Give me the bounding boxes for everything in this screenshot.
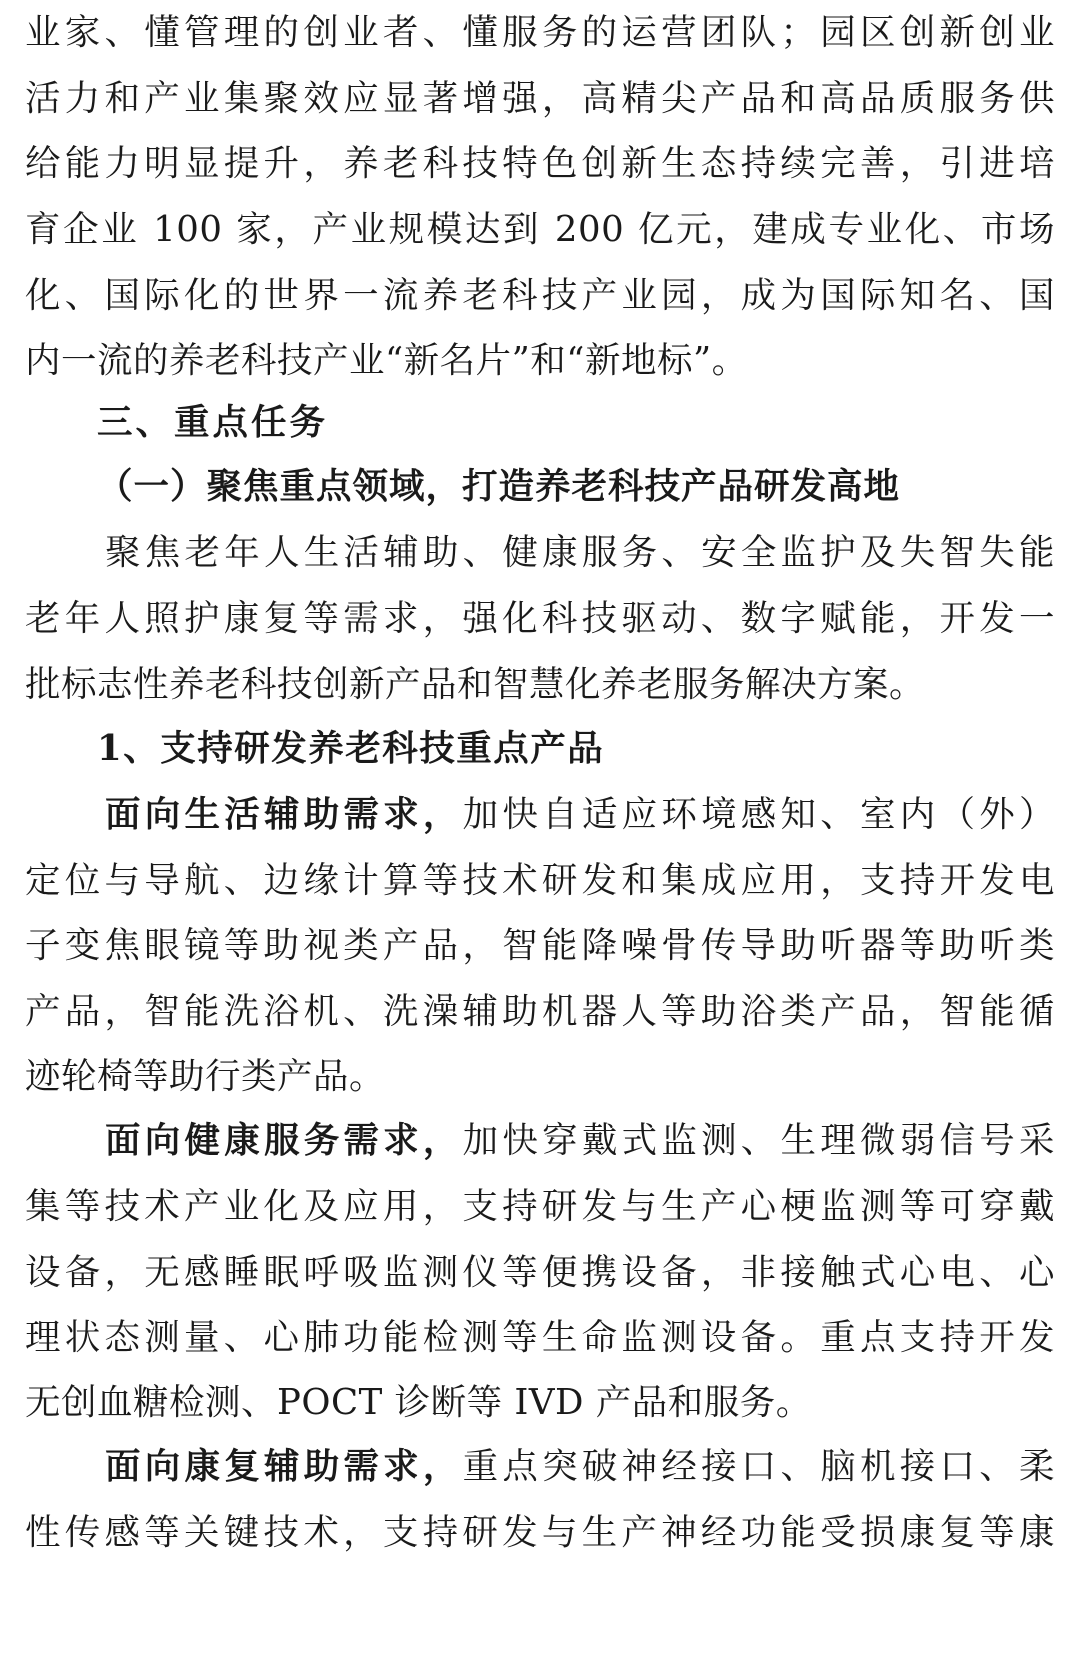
paragraph-1-line-4: 育企业 100 家，产业规模达到 200 亿元，建成专业化、市场 (25, 209, 1055, 250)
paragraph-5-line-1 (105, 1434, 1055, 1500)
subsection-title: （一）聚焦重点领域，打造养老科技产品研发高地 (97, 466, 901, 507)
paragraph-1-line-5: 化、国际化的世界一流养老科技产业园，成为国际知名、国 (25, 275, 1055, 316)
document-page (25, 0, 1055, 1677)
paragraph-4-line-4: 理状态测量、心肺功能检测等生命监测设备。重点支持开发 (25, 1317, 1055, 1358)
paragraph-5-line-2: 性传感等关键技术，支持研发与生产神经功能受损康复等康 (25, 1512, 1055, 1553)
paragraph-2-line-1: 聚焦老年人生活辅助、健康服务、安全监护及失智失能 (105, 532, 1055, 573)
paragraph-3-first-text: 加快自适应环境感知、室内（外） (462, 794, 1055, 835)
paragraph-1-line-1: 业家、懂管理的创业者、懂服务的运营团队；园区创新创业 (25, 12, 1055, 53)
item-title: 1、支持研发养老科技重点产品 (97, 728, 605, 769)
paragraph-3-line-2: 定位与导航、边缘计算等技术研发和集成应用，支持开发电 (25, 860, 1055, 901)
section-title: 三、重点任务 (97, 402, 329, 443)
paragraph-3-lead: 面向生活辅助需求， (105, 794, 463, 835)
paragraph-5-first-text: 重点突破神经接口、脑机接口、柔 (462, 1446, 1055, 1487)
paragraph-3-line-5: 迹轮椅等助行类产品。 (25, 1056, 386, 1097)
paragraph-4-line-2: 集等技术产业化及应用，支持研发与生产心梗监测等可穿戴 (25, 1186, 1055, 1227)
paragraph-4-first-text: 加快穿戴式监测、生理微弱信号采 (462, 1120, 1055, 1161)
paragraph-2-line-3: 批标志性养老科技创新产品和智慧化养老服务解决方案。 (25, 664, 926, 705)
paragraph-1-line-3: 给能力明显提升，养老科技特色创新生态持续完善，引进培 (25, 143, 1055, 184)
paragraph-4-line-5: 无创血糖检测、POCT 诊断等 IVD 产品和服务。 (25, 1382, 812, 1423)
paragraph-3-line-4: 产品，智能洗浴机、洗澡辅助机器人等助浴类产品，智能循 (25, 991, 1055, 1032)
paragraph-1-line-2: 活力和产业集聚效应显著增强，高精尖产品和高品质服务供 (25, 78, 1055, 119)
paragraph-1-line-6: 内一流的养老科技产业“新名片”和“新地标”。 (25, 340, 748, 381)
paragraph-5-lead: 面向康复辅助需求， (105, 1446, 463, 1487)
paragraph-3-line-1 (105, 782, 1055, 848)
paragraph-4-lead: 面向健康服务需求， (105, 1120, 463, 1161)
paragraph-4-line-3: 设备，无感睡眠呼吸监测仪等便携设备，非接触式心电、心 (25, 1252, 1055, 1293)
paragraph-4-line-1 (105, 1108, 1055, 1174)
paragraph-2-line-2: 老年人照护康复等需求，强化科技驱动、数字赋能，开发一 (25, 598, 1055, 639)
paragraph-3-line-3: 子变焦眼镜等助视类产品，智能降噪骨传导助听器等助听类 (25, 925, 1055, 966)
